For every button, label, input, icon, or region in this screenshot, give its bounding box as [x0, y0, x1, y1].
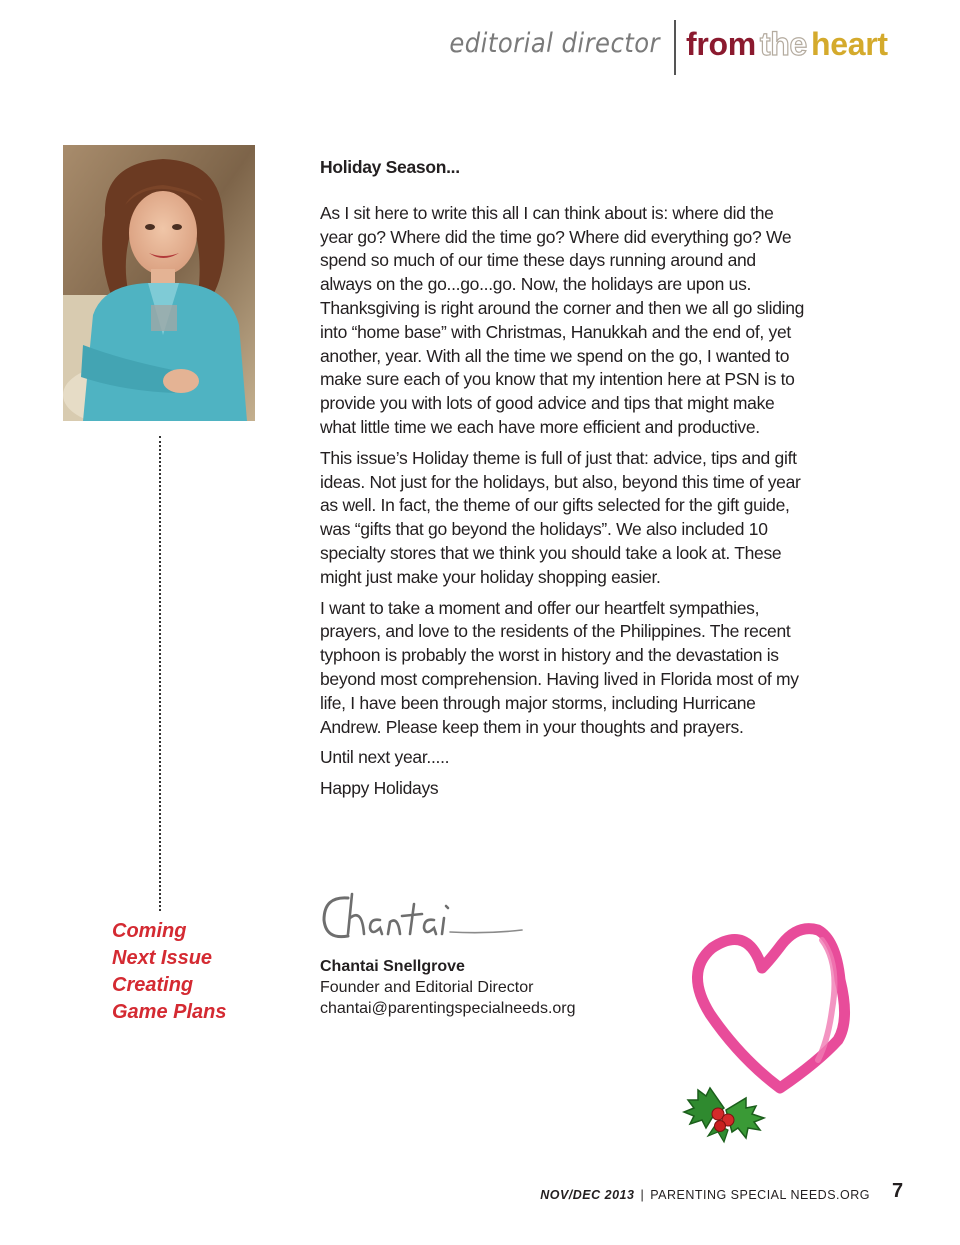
- header-divider: [674, 20, 676, 75]
- signature-block: [320, 956, 576, 1019]
- page-footer: [540, 1188, 870, 1202]
- author-name: Chantai Snellgrove: [320, 958, 465, 975]
- editorial-letter: [320, 156, 810, 808]
- page-number: 7: [892, 1180, 904, 1202]
- letter-paragraph: This issue’s Holiday theme is full of just that: advice, tips and gift ideas. Not just for the holidays, but also, beyond this time of year as well. In fact, the theme of our gifts selected for the gift guide, was “gifts that go beyond the holidays”. We also included 10 specialty stores that we think you should take a look at. These might just make your holiday shopping easier.: [320, 447, 801, 587]
- letter-closing: Until next year.....: [320, 747, 450, 768]
- sidebar-line: Creating: [112, 974, 194, 996]
- column-title-from: from: [686, 26, 756, 62]
- handwritten-signature: [318, 888, 528, 948]
- publication-name: PARENTING SPECIAL NEEDS.ORG: [650, 1188, 870, 1202]
- section-label: editorial director: [449, 28, 660, 59]
- author-role: Founder and Editorial Director: [320, 979, 534, 996]
- column-title-heart: heart: [811, 26, 888, 62]
- letter-paragraph: I want to take a moment and offer our heartfelt sympathies, prayers, and love to the residents of the Philippines. The recent typhoon is probably the worst in history and the devastation is beyond most comprehension. Having lived in Florida most of my life, I have been through major storms, including Hurricane Andrew. Please keep them in your thoughts and prayers.: [320, 597, 799, 737]
- letter-greeting: Holiday Season...: [320, 157, 460, 177]
- footer-separator: |: [640, 1188, 645, 1202]
- holly-icon: [680, 1080, 770, 1145]
- dotted-divider: [159, 436, 161, 911]
- sidebar-line: Next Issue: [112, 947, 213, 969]
- sidebar-line: Game Plans: [112, 1001, 227, 1023]
- author-portrait: [63, 145, 255, 421]
- column-title: [686, 26, 888, 63]
- author-email[interactable]: chantai@parentingspecialneeds.org: [320, 1000, 576, 1017]
- issue-date: NOV/DEC 2013: [540, 1188, 635, 1202]
- pink-heart-icon: [690, 920, 860, 1100]
- coming-next-issue: [112, 918, 227, 1026]
- portrait-photo-icon: [63, 145, 255, 421]
- column-title-the: the: [759, 26, 808, 62]
- letter-sign-off: Happy Holidays: [320, 778, 439, 799]
- letter-paragraph: As I sit here to write this all I can think about is: where did the year go? Where did the time go? Where did everything go? We spend so much of our time these days running around and always on the go...go...go. Now, the holidays are upon us. Thanksgiving is right around the corner and then we all go sliding into “home base” with Christmas, Hanukkah and the end of, yet another, year. With all the time we spend on the go, I wanted to make sure each of you know that my intention here at PSN is to provide you with lots of good advice and tips that might make what little time we each have more efficient and productive.: [320, 202, 805, 437]
- sidebar-line: Coming: [112, 920, 187, 942]
